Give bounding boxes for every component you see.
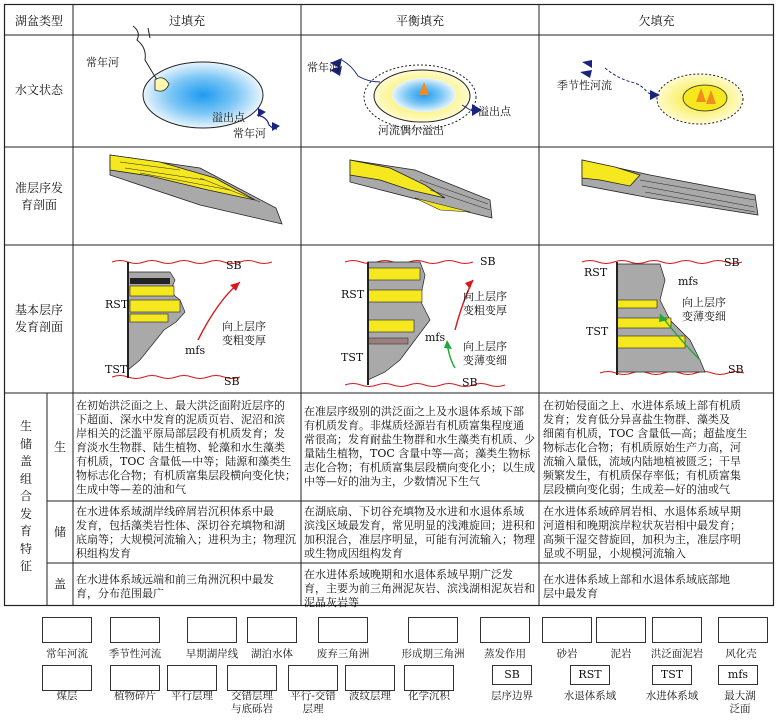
legend-box-lake-water (247, 617, 297, 643)
legend-label-weathering-crust: 风化壳 (725, 648, 757, 660)
legend-box-flood-mudstone (652, 617, 702, 643)
label-c1-river-out: 常年河 (233, 127, 266, 140)
legend-label-sandstone: 砂岩 (556, 648, 578, 660)
label-c3-river-in: 季节性河流 (557, 79, 612, 92)
legend-box-cross-bedding (227, 665, 277, 691)
cap-c3: 在水进体系域上部和水退体系域底部地 层中最发育 (543, 573, 730, 600)
c2-note1: 向上层序 变粗变厚 (463, 290, 507, 317)
c1-sb-bottom: SB (224, 375, 240, 388)
quasi-profile-c2 (350, 160, 492, 218)
legend-label-mudstone: 泥岩 (610, 648, 632, 660)
legend-label-early-shoreline: 早期湖岸线 (185, 648, 239, 660)
legend-label-sequence-boundary: 层序边界 (491, 690, 533, 702)
legend-label-perennial-river: 常年河流 (46, 648, 88, 660)
legend-code-mfs: mfs (718, 665, 758, 685)
sub-label-source: 生 (53, 440, 66, 454)
cap-c1: 在水进体系域远端和前三角洲沉积中最发 育，分布范围最广 (76, 573, 274, 600)
source-c1: 在初始洪泛面之上、最大洪泛面附近层序的 下超面、深水中发育的泥质页岩、泥沼和滨 岸相关的泛滥平原局部层段有机质发育；发 育淡水生物群、陆生植物、轮藻和水生藻类 有机质，TOC 含量低—中等；陆源和藻类生 物标志化合物；有机质富集层段横向变化快； 生成中等—差的油和气 (76, 399, 296, 496)
c2-rst: RST (341, 288, 365, 301)
row-label-characteristics: 生 储 盖 组 合 发 育 特 征 (19, 419, 32, 573)
legend-label-chemical: 化学沉积 (408, 690, 450, 702)
legend-box-abandoned-delta (318, 617, 368, 643)
c3-mfs: mfs (678, 275, 699, 288)
cap-c2: 在水进体系域晚期和水退体系域早期广泛发 育，主要为前三角洲泥灰岩、滨浅湖相泥灰岩和 泥晶灰岩等 (304, 568, 535, 609)
c1-rst: RST (105, 298, 129, 311)
legend-label-parallel-bedding: 平行层理 (171, 690, 213, 702)
label-c2-occasional: 河流偶尔溢出 (378, 124, 444, 137)
legend-box-ripple (345, 665, 395, 691)
legend-label-seasonal-river: 季节性河流 (108, 648, 162, 660)
legend-label-coal: 煤层 (56, 690, 78, 702)
label-c1-overflow: 溢出点 (212, 111, 245, 124)
label-c2-river-in: 常年河 (307, 61, 340, 74)
source-c3: 在初始侵面之上、水进体系域上部有机质 发育；发育低分异喜盐生物群、藻类及 细菌有机质，TOC 含量低—高；超盐度生 物标志化合物；有机质原始生产力高，河 流输入量低，流域内陆地植被匮乏；干旱 频繁发生，有机质保存率低；有机质富集 层段横向变化弱；生成差—好的油或气 (543, 399, 748, 496)
legend-code-rst: RST (570, 665, 610, 685)
c2-note2: 向上层序 变薄变细 (463, 340, 507, 367)
legend-label-mfs: 最大湖 泛面 (724, 690, 756, 715)
legend-box-parallel-bedding (167, 665, 217, 691)
legend-box-active-delta (408, 617, 458, 643)
legend-box-plant-debris (110, 665, 160, 691)
c1-sb-top: SB (226, 259, 242, 272)
c3-sb-bottom: SB (728, 363, 744, 376)
reservoir-c2: 在湖底扇、下切谷充填物及水进和水退体系域 滨浅区域最发育，常见明显的浅滩旋回；进积和 加积混合，准层序明显，可能有河流输入；物理 或生物成因组构发育 (304, 505, 535, 560)
legend-label-cross-bedding: 交错层理 与底砾岩 (231, 690, 273, 715)
c2-sb-bottom: SB (462, 376, 478, 389)
legend-label-tst: 水进体系域 (645, 690, 699, 702)
legend-box-seasonal-river (110, 617, 160, 643)
legend-box-evaporation (480, 617, 530, 643)
source-c2: 在准层序级别的洪泛面之上及水退体系域下部 有机质发育。非煤质烃源岩有机质富集程度通 常很高；发育耐盐生物群和水生藻类有机质、少 量陆生植物，TOC 含量中等—高；藻类生物标 志化合物；有机质富集层段横向变化小；以生成 中等—好的油为主，少数情况下生气 (304, 405, 535, 488)
c1-mfs: mfs (185, 344, 206, 357)
header-balanced: 平衡填充 (395, 14, 444, 28)
legend-box-perennial-river (42, 617, 92, 643)
legend-label-rst: 水退体系域 (563, 690, 617, 702)
legend-label-abandoned-delta: 废弃三角洲 (316, 648, 370, 660)
sub-label-reservoir: 储 (53, 525, 66, 539)
legend-box-coal (42, 665, 92, 691)
sub-label-cap: 盖 (53, 577, 66, 591)
label-c2-overflow: 溢出点 (478, 105, 511, 118)
legend-box-sandstone (542, 617, 592, 643)
legend-label-active-delta: 形成期三角洲 (401, 648, 465, 660)
legend-box-parallel-cross (288, 665, 338, 691)
quasi-profile-c3 (582, 160, 758, 215)
hydro-lake-c2 (330, 58, 482, 129)
legend-box-chemical (404, 665, 454, 691)
legend-label-parallel-cross: 平行-交错 层理 (290, 690, 336, 715)
c2-mfs: mfs (425, 331, 446, 344)
legend-label-evaporation: 蒸发作用 (484, 648, 526, 660)
header-underfilled: 欠填充 (638, 14, 675, 28)
quasi-profile-c1 (110, 155, 282, 224)
legend-box-weathering-crust (718, 617, 768, 643)
reservoir-c3: 在水进体系域碎屑岩相、水退体系域早期 河道相和晚期滨岸粒状灰岩相中最发育； 高频干湿交替旋回，加积为主，准层序明 显或不明显，小规模河流输入 (543, 505, 741, 560)
c3-sb-top: SB (724, 256, 740, 269)
legend-box-mudstone (596, 617, 646, 643)
legend-label-ripple: 波纹层理 (349, 690, 391, 702)
hydro-lake-c1 (133, 26, 280, 131)
c2-sb-top: SB (480, 255, 496, 268)
legend-box-early-shoreline (187, 617, 237, 643)
header-basin-type: 湖盆类型 (14, 14, 63, 28)
c3-note: 向上层序 变薄变细 (682, 296, 726, 323)
legend-code-tst: TST (652, 665, 692, 685)
c3-rst: RST (584, 266, 608, 279)
reservoir-c1: 在水进体系域湖岸线碎屑岩沉积体系中最 发育，包括藻类岩性体、深切谷充填物和湖 底扇等；大规模河流输入；进积为主；物理沉 积组构发育 (76, 505, 296, 560)
row-label-quasi: 准层序发 育剖面 (14, 181, 63, 212)
c1-tst: TST (105, 363, 128, 376)
row-label-hydro: 水文状态 (14, 83, 63, 97)
header-overfilled: 过填充 (168, 14, 205, 28)
legend-label-lake-water: 湖泊水体 (251, 648, 293, 660)
c1-note: 向上层序 变粗变厚 (222, 320, 266, 347)
legend-code-sb: SB (492, 665, 532, 685)
legend-label-plant-debris: 植物碎片 (114, 690, 156, 702)
c3-tst: TST (586, 325, 609, 338)
legend-label-flood-mudstone: 洪泛面泥岩 (650, 648, 704, 660)
c2-tst: TST (341, 351, 364, 364)
row-label-basic: 基本层序 发育剖面 (14, 303, 63, 334)
label-c1-river-in: 常年河 (86, 56, 119, 69)
